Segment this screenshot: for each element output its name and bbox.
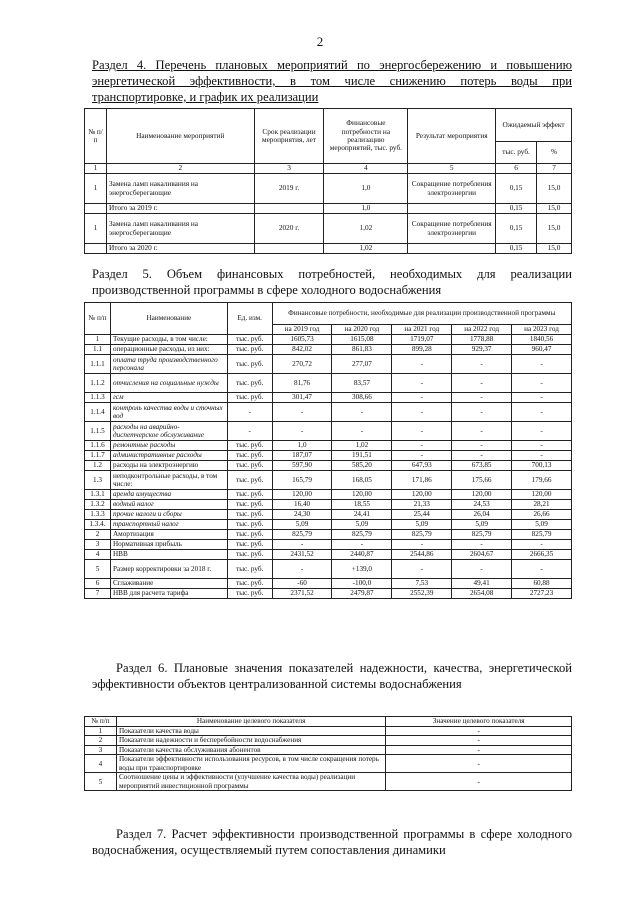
cell: тыс. руб. [227,540,272,550]
cell: Сокращение потребления электроэнергии [408,174,496,204]
cell: Показатели качества обслуживания абонентов [116,745,385,754]
table-row [85,490,572,500]
cell: Размер корректировки за 2018 г. [110,560,227,579]
table-row [85,510,572,520]
section-7-title: Раздел 7. Расчет эффективности производственной программы в сфере холодного водоснабжения, осуществляемый путем сопоставления динамики [92,827,572,857]
cell: 120,00 [512,490,572,500]
cell: 120,00 [272,490,332,500]
cell: 585,20 [332,461,392,471]
cell: - [332,540,392,550]
section-4-title: Раздел 4. Перечень плановых мероприятий по энергосбережению и повышению энергетической эффективности, в том числе снижению потерь воды при транспортировке, и график их реализации [92,58,572,104]
cell: 60,88 [512,579,572,589]
table-row [85,374,572,393]
cell: Показатели надежности и бесперебойности водоснабжения [116,736,385,745]
cell: тыс. руб. [227,500,272,510]
cell: 120,00 [332,490,392,500]
cell: 1.1 [85,345,111,355]
cell: - [392,560,452,579]
cell: 15,0 [537,174,572,204]
cell: - [452,403,512,422]
cell: 700,13 [512,461,572,471]
s4-header-name: Наименование мероприятий [106,109,254,164]
cell: - [452,422,512,441]
s5-header-fin: Финансовые потребности, необходимые для реализации производственной программы [272,303,571,325]
cell: 2654,08 [452,589,512,599]
cell: 825,79 [392,530,452,540]
section-4-table [84,108,572,254]
table-row [85,530,572,540]
s5-header-year: на 2021 год [392,325,452,335]
cell: - [392,393,452,403]
table-row [85,451,572,461]
cell: 5,09 [272,520,332,530]
cell: тыс. руб. [227,530,272,540]
cell: Замена ламп накаливания на энергосберегающие [106,214,254,244]
cell: - [386,773,572,791]
s4-colnum: 5 [408,164,496,174]
table-row [85,736,572,745]
cell: - [392,403,452,422]
s4-colnum: 6 [496,164,537,174]
cell: 171,86 [392,471,452,490]
cell: 1,0 [272,441,332,451]
cell: - [332,422,392,441]
cell: 1615,08 [332,335,392,345]
cell: Итого за 2020 г. [106,244,254,254]
cell: контроль качества воды и сточных вод [110,403,227,422]
cell: тыс. руб. [227,579,272,589]
cell: 1,02 [324,244,408,254]
cell: - [512,451,572,461]
cell: 1,02 [332,441,392,451]
table-row [85,214,572,244]
cell: тыс. руб. [227,520,272,530]
cell: 647,93 [392,461,452,471]
cell [408,244,496,254]
cell: 1,0 [324,174,408,204]
cell: 24,41 [332,510,392,520]
cell: 120,00 [452,490,512,500]
cell: - [227,422,272,441]
cell [254,244,324,254]
table-row [85,745,572,754]
table-row [85,550,572,560]
table-row [85,755,572,773]
cell: Сглаживание [110,579,227,589]
cell: 1.1.3 [85,393,111,403]
table-row [85,422,572,441]
table-row [85,589,572,599]
s6-header-value: Значение целевого показателя [386,717,572,727]
cell: - [392,422,452,441]
cell: - [512,540,572,550]
cell: 1 [85,335,111,345]
cell: 1.3.4. [85,520,111,530]
cell: 7 [85,589,111,599]
table-row [85,520,572,530]
cell: -60 [272,579,332,589]
cell: 1.3.1 [85,490,111,500]
cell: 1 [85,727,117,736]
table-row [85,204,572,214]
cell: неподконтрольные расходы, в том числе: [110,471,227,490]
cell: 861,83 [332,345,392,355]
cell: 168,05 [332,471,392,490]
cell: 825,79 [332,530,392,540]
cell: расходы на аварийно-диспетчерское обслуживание [110,422,227,441]
section-5-title: Раздел 5. Объем финансовых потребностей, необходимых для реализации производственной программы в сфере холодного водоснабжения [92,267,572,297]
cell: 1840,56 [512,335,572,345]
cell: - [392,540,452,550]
cell: 2604,67 [452,550,512,560]
cell: - [452,451,512,461]
cell: 270,72 [272,355,332,374]
cell: тыс. руб. [227,490,272,500]
section-6-table [84,716,572,791]
cell: - [452,355,512,374]
cell: - [512,393,572,403]
cell: операционные расходы, из них: [110,345,227,355]
table-row [85,441,572,451]
cell: Соотношение цены и эффективности (улучшение качества воды) реализации мероприятий инвестиционной программы [116,773,385,791]
cell: Текущие расходы, в том числе: [110,335,227,345]
s4-header-effect: Ожидаемый эффект [496,109,572,142]
cell: - [272,403,332,422]
cell: -100,0 [332,579,392,589]
cell: 1.1.7 [85,451,111,461]
cell: 825,79 [272,530,332,540]
cell: 187,07 [272,451,332,461]
s4-header-unit-rub: тыс. руб. [496,142,537,164]
cell: Показатели качества воды [116,727,385,736]
cell: 5 [85,560,111,579]
cell: 3 [85,745,117,754]
cell: 4 [85,550,111,560]
cell: тыс. руб. [227,345,272,355]
cell: 26,66 [512,510,572,520]
cell: 15,0 [537,204,572,214]
section-5-table [84,302,572,599]
cell: +139,0 [332,560,392,579]
cell [254,204,324,214]
cell: административные расходы [110,451,227,461]
cell: 1.1.6 [85,441,111,451]
section-6-title: Раздел 6. Плановые значения показателей надежности, качества, энергетической эффективности объектов централизованной системы водоснабжения [92,661,572,691]
cell: 2019 г. [254,174,324,204]
cell: 15,0 [537,244,572,254]
cell: НВВ [110,550,227,560]
s5-header-year: на 2020 год [332,325,392,335]
cell: 308,66 [332,393,392,403]
s5-header-unit: Ед. изм. [227,303,272,335]
table-row [85,403,572,422]
cell: 2727,23 [512,589,572,599]
s4-header-num: № п/п [85,109,107,164]
cell: тыс. руб. [227,374,272,393]
cell: 1.3.2 [85,500,111,510]
cell: - [512,422,572,441]
cell: 673,85 [452,461,512,471]
table-row [85,471,572,490]
cell: 165,79 [272,471,332,490]
cell: 2666,35 [512,550,572,560]
s5-header-num: № п/п [85,303,111,335]
cell: 2 [85,736,117,745]
cell: - [272,560,332,579]
cell: 929,37 [452,345,512,355]
cell: - [512,355,572,374]
cell: 0,15 [496,174,537,204]
s4-colnum: 2 [106,164,254,174]
cell: - [386,727,572,736]
cell: 899,28 [392,345,452,355]
cell: 1 [85,214,107,244]
table-row [85,244,572,254]
cell: - [272,422,332,441]
cell: тыс. руб. [227,355,272,374]
cell: тыс. руб. [227,451,272,461]
cell: 24,53 [452,500,512,510]
cell: Замена ламп накаливания на энергосберегающие [106,174,254,204]
cell: тыс. руб. [227,335,272,345]
table-row [85,773,572,791]
cell: - [392,355,452,374]
cell: тыс. руб. [227,589,272,599]
cell: 0,15 [496,214,537,244]
cell: 2479,87 [332,589,392,599]
cell: тыс. руб. [227,510,272,520]
cell: 1.2 [85,461,111,471]
cell: 5,09 [332,520,392,530]
page-number: 2 [316,34,324,49]
cell: 175,66 [452,471,512,490]
cell: 597,90 [272,461,332,471]
s6-header-num: № п/п [85,717,117,727]
cell: - [452,374,512,393]
cell: - [332,403,392,422]
s4-colnum: 7 [537,164,572,174]
cell: 28,21 [512,500,572,510]
cell: 301,47 [272,393,332,403]
cell: 1,0 [324,204,408,214]
cell: отчисления на социальные нужды [110,374,227,393]
cell [85,204,107,214]
s4-header-fin: Финансовые потребности на реализацию мероприятий, тыс. руб. [324,109,408,164]
cell: 0,15 [496,244,537,254]
table-row [85,355,572,374]
cell: 277,07 [332,355,392,374]
cell: 1.1.1 [85,355,111,374]
s4-colnum: 3 [254,164,324,174]
cell: 24,30 [272,510,332,520]
cell: 7,53 [392,579,452,589]
cell: 4 [85,755,117,773]
cell: - [392,451,452,461]
cell: оплата труда производственного персонала [110,355,227,374]
cell: 2020 г. [254,214,324,244]
cell: Нормативная прибыль [110,540,227,550]
cell: 2 [85,530,111,540]
cell [85,244,107,254]
cell: Итого за 2019 г. [106,204,254,214]
cell: 2440,87 [332,550,392,560]
s5-header-name: Наименование [110,303,227,335]
cell: 81,76 [272,374,332,393]
cell: 1.1.4 [85,403,111,422]
s4-colnum: 4 [324,164,408,174]
cell: водный налог [110,500,227,510]
cell: 842,02 [272,345,332,355]
table-row [85,579,572,589]
cell: - [512,374,572,393]
cell: тыс. руб. [227,461,272,471]
cell: ремонтные расходы [110,441,227,451]
cell: 83,57 [332,374,392,393]
s4-header-term: Срок реализации мероприятия, лет [254,109,324,164]
cell: 191,51 [332,451,392,461]
cell: 1778,88 [452,335,512,345]
cell: тыс. руб. [227,560,272,579]
table-row [85,393,572,403]
cell: - [452,560,512,579]
cell: 2552,39 [392,589,452,599]
cell: транспортный налог [110,520,227,530]
cell: Сокращение потребления электроэнергии [408,214,496,244]
cell: - [452,393,512,403]
s5-header-year: на 2019 год [272,325,332,335]
cell: 5 [85,773,117,791]
cell: 2431,52 [272,550,332,560]
cell: - [392,374,452,393]
cell: 1605,73 [272,335,332,345]
s5-header-year: на 2022 год [452,325,512,335]
cell: прочие налоги и сборы [110,510,227,520]
cell: - [452,540,512,550]
cell: - [272,540,332,550]
table-row [85,560,572,579]
cell: Амортизация [110,530,227,540]
cell: 3 [85,540,111,550]
table-row [85,500,572,510]
cell: 5,09 [512,520,572,530]
table-row [85,345,572,355]
s4-colnum: 1 [85,164,107,174]
cell: 5,09 [452,520,512,530]
cell: гсм [110,393,227,403]
cell: - [386,736,572,745]
cell: 120,00 [392,490,452,500]
cell: аренда имущества [110,490,227,500]
s4-header-result: Результат мероприятия [408,109,496,164]
cell: 825,79 [512,530,572,540]
s5-header-year: на 2023 год [512,325,572,335]
cell: 1.1.5 [85,422,111,441]
cell: - [386,755,572,773]
cell: 1.3.3 [85,510,111,520]
cell: тыс. руб. [227,550,272,560]
cell: 49,41 [452,579,512,589]
cell: 15,0 [537,214,572,244]
cell: 5,09 [392,520,452,530]
cell: 960,47 [512,345,572,355]
cell: 1.3 [85,471,111,490]
cell: тыс. руб. [227,393,272,403]
cell: 18,55 [332,500,392,510]
table-row [85,461,572,471]
cell: 25,44 [392,510,452,520]
cell: расходы на электроэнергию [110,461,227,471]
cell [408,204,496,214]
cell: 2544,86 [392,550,452,560]
cell: 0,15 [496,204,537,214]
cell: 16,40 [272,500,332,510]
s4-header-unit-pct: % [537,142,572,164]
cell: 26,04 [452,510,512,520]
cell: - [392,441,452,451]
cell: - [512,441,572,451]
cell: 1 [85,174,107,204]
cell: НВВ для расчета тарифа [110,589,227,599]
cell: - [452,441,512,451]
cell: 6 [85,579,111,589]
cell: 2371,52 [272,589,332,599]
cell: 1719,07 [392,335,452,345]
cell: Показатели эффективности использования ресурсов, в том числе сокращения потерь воды при транспортировке [116,755,385,773]
table-row [85,174,572,204]
table-row [85,540,572,550]
cell: тыс. руб. [227,441,272,451]
s6-header-name: Наименование целевого показателя [116,717,385,727]
cell: - [512,560,572,579]
cell: 1,02 [324,214,408,244]
table-row [85,727,572,736]
cell: 825,79 [452,530,512,540]
cell: 21,33 [392,500,452,510]
cell: - [386,745,572,754]
cell: - [227,403,272,422]
cell: 1.1.2 [85,374,111,393]
table-row [85,335,572,345]
cell: - [512,403,572,422]
cell: 179,66 [512,471,572,490]
cell: тыс. руб. [227,471,272,490]
